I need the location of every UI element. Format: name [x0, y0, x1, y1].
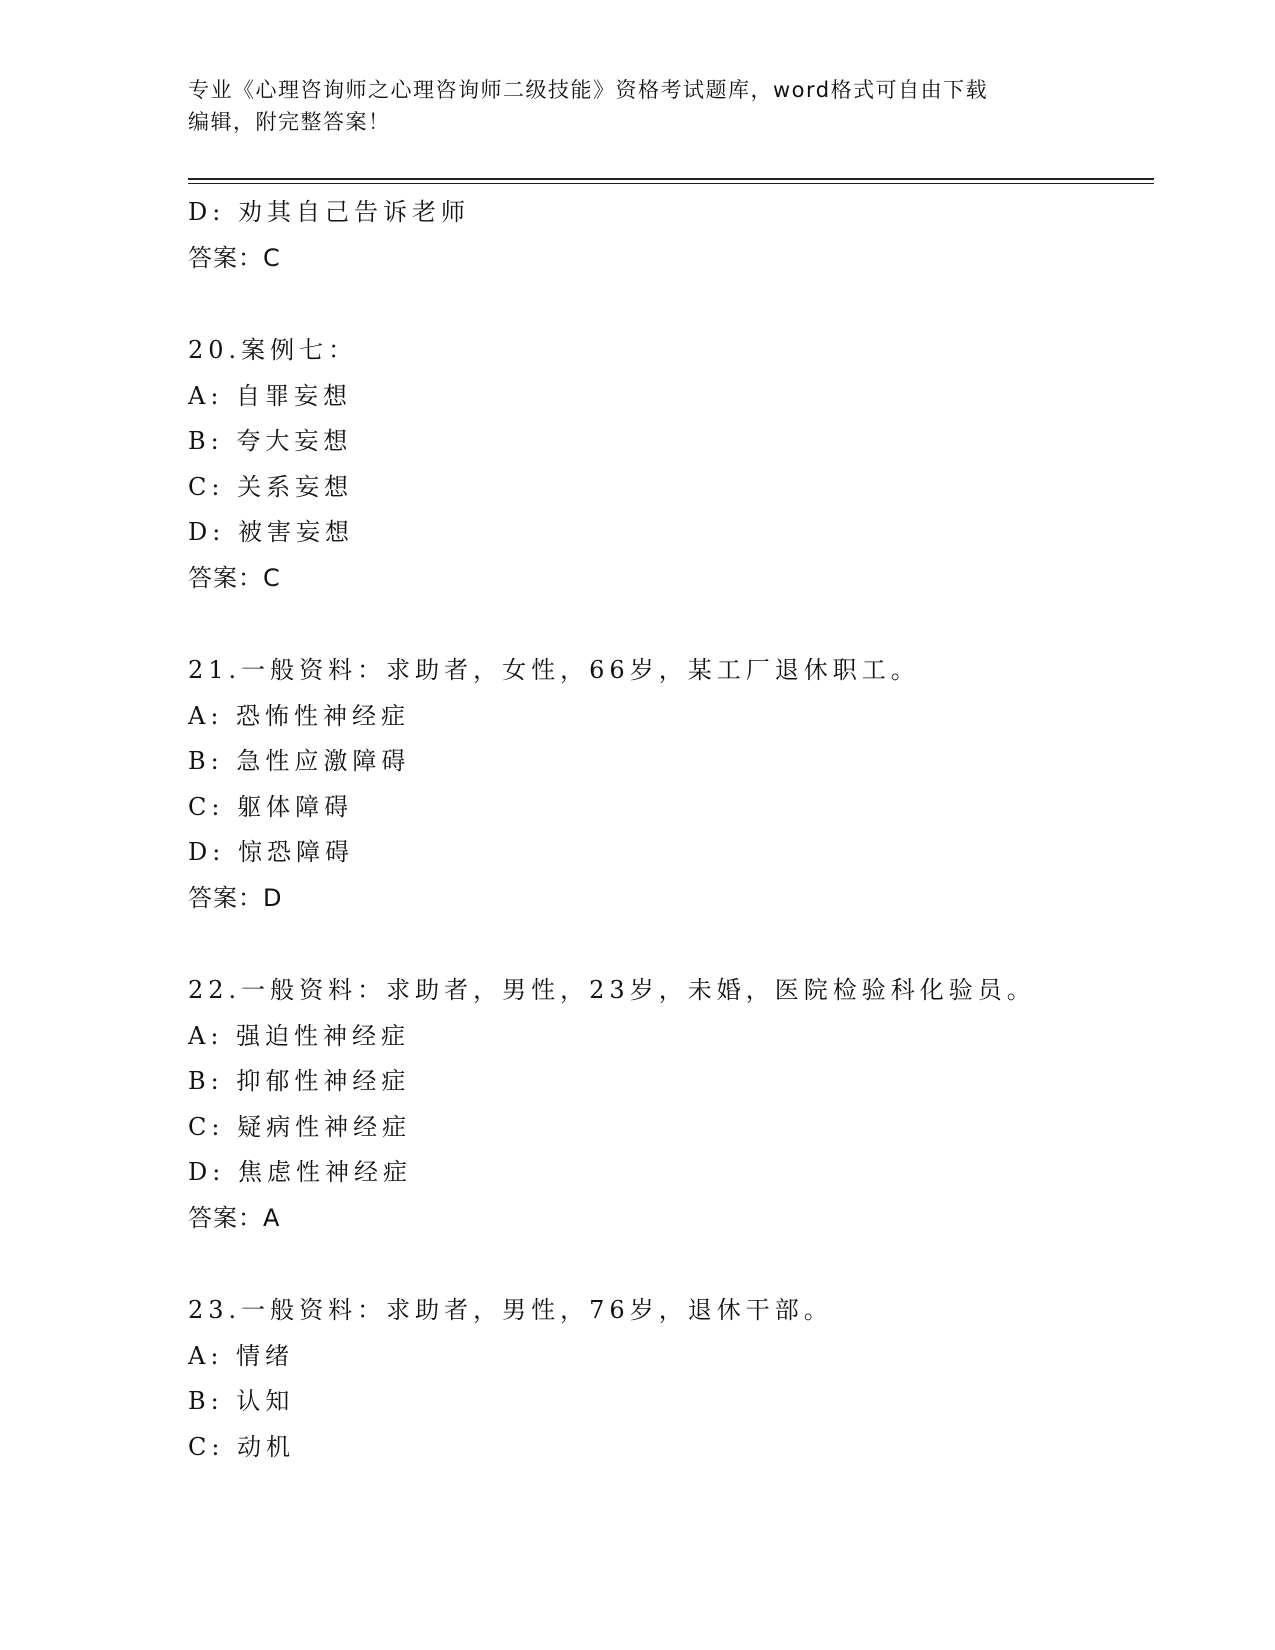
option-c: C: 躯体障碍 — [188, 792, 354, 821]
question-22 — [188, 968, 1154, 1241]
option-d: D: 被害妄想 — [188, 518, 354, 546]
question-title: 20.案例七： — [188, 336, 358, 364]
answer: 答案：C — [188, 563, 281, 592]
spacer — [188, 1241, 1154, 1288]
document-header — [188, 74, 1088, 138]
option-d: D: 劝其自己告诉老师 — [188, 198, 470, 226]
option-c: C: 疑病性神经症 — [188, 1112, 412, 1141]
answer: 答案：C — [188, 243, 281, 272]
question-23 — [188, 1288, 1154, 1470]
header-line-1: 专业《心理咨询师之心理咨询师二级技能》资格考试题库，word格式可自由下载 — [188, 78, 989, 102]
option-b: B: 抑郁性神经症 — [188, 1067, 411, 1095]
option-c: C: 动机 — [188, 1432, 296, 1461]
option-a: A: 强迫性神经症 — [188, 1021, 411, 1050]
option-d: D: 焦虑性神经症 — [188, 1158, 412, 1186]
question-list — [188, 190, 1154, 1470]
answer: 答案：D — [188, 883, 283, 912]
option-a: A: 恐怖性神经症 — [188, 701, 411, 730]
option-a: A: 自罪妄想 — [188, 381, 353, 410]
question-21 — [188, 648, 1154, 921]
spacer — [188, 281, 1154, 328]
spacer — [188, 921, 1154, 968]
header-rule-thick — [188, 178, 1154, 180]
answer: 答案：A — [188, 1203, 281, 1232]
header-rule-thin — [188, 183, 1154, 184]
option-d: D: 惊恐障碍 — [188, 838, 354, 866]
question-20 — [188, 328, 1154, 601]
question-title: 22.一般资料：求助者，男性，23岁，未婚，医院检验科化验员。 — [188, 976, 1036, 1004]
question-fragment — [188, 190, 1154, 281]
header-line-2: 编辑，附完整答案！ — [188, 110, 391, 134]
option-c: C: 关系妄想 — [188, 472, 354, 501]
question-title: 21.一般资料：求助者，女性，66岁，某工厂退休职工。 — [188, 656, 920, 684]
question-title: 23.一般资料：求助者，男性，76岁，退休干部。 — [188, 1296, 833, 1324]
option-b: B: 夸大妄想 — [188, 427, 353, 455]
option-b: B: 急性应激障碍 — [188, 747, 411, 775]
option-b: B: 认知 — [188, 1387, 295, 1415]
option-a: A: 情绪 — [188, 1341, 295, 1370]
spacer — [188, 601, 1154, 648]
